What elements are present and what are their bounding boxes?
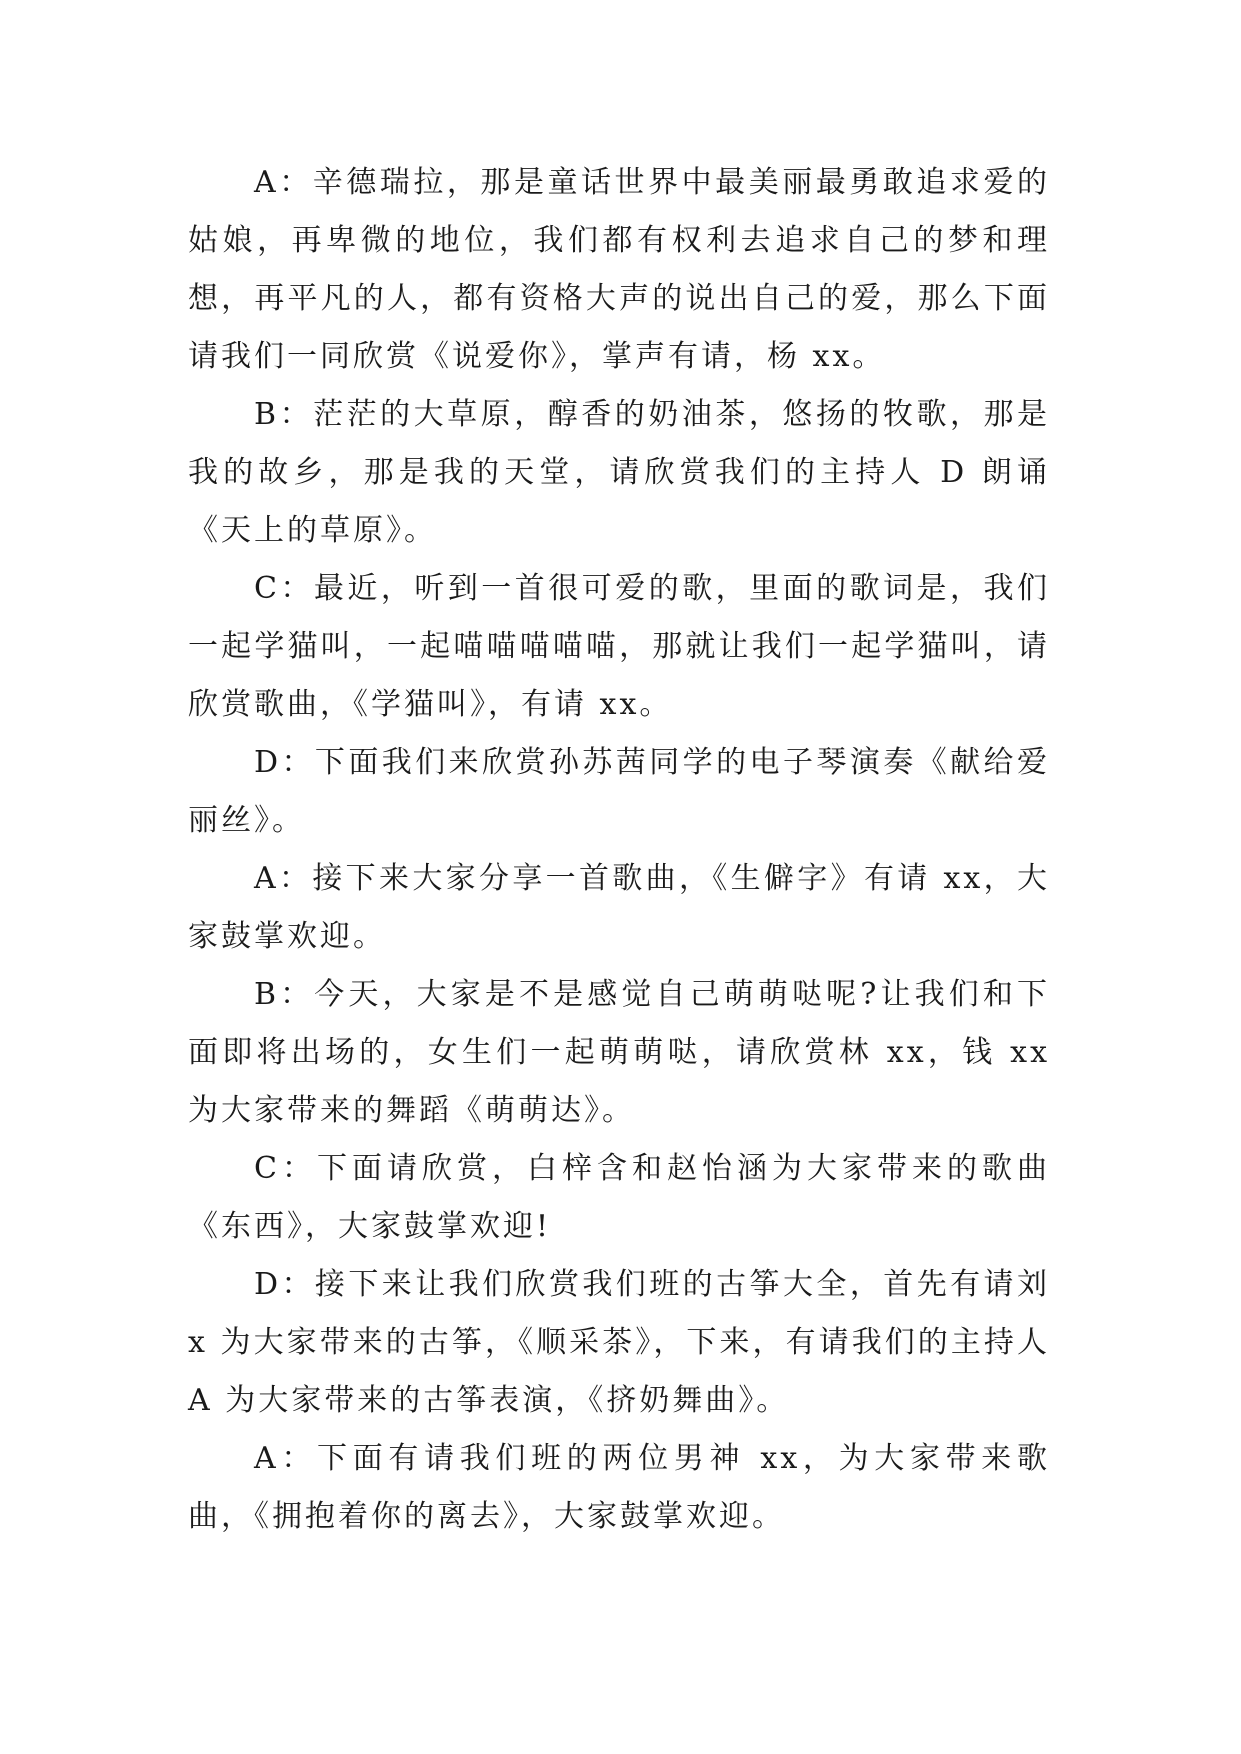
paragraph-a-closing-song: A：下面有请我们班的两位男神 xx，为大家带来歌曲，《拥抱着你的离去》，大家鼓掌欢迎。 [188, 1441, 1050, 1534]
paragraph-b-dance: B：今天，大家是不是感觉自己萌萌哒呢?让我们和下面即将出场的，女生们一起萌萌哒，请欣赏林 xx，钱 xx 为大家带来的舞蹈《萌萌达》。 [188, 977, 1050, 1128]
paragraph-a-cinderella: A：辛德瑞拉，那是童话世界中最美丽最勇敢追求爱的姑娘，再卑微的地位，我们都有权利去追求自己的梦和理想，再平凡的人，都有资格大声的说出自己的爱，那么下面请我们一同欣赏《说爱你》，掌声有请，杨 xx。 [188, 165, 1050, 374]
document-body [188, 154, 1050, 1546]
paragraph-d-guzheng: D：接下来让我们欣赏我们班的古筝大全，首先有请刘 x 为大家带来的古筝，《顺采茶》，下来，有请我们的主持人 A 为大家带来的古筝表演，《挤奶舞曲》。 [188, 1267, 1050, 1418]
paragraph-d-piano: D：下面我们来欣赏孙苏茜同学的电子琴演奏《献给爱丽丝》。 [188, 745, 1050, 838]
paragraph-c-cat-song: C：最近，听到一首很可爱的歌，里面的歌词是，我们一起学猫叫，一起喵喵喵喵喵，那就让我们一起学猫叫，请欣赏歌曲，《学猫叫》，有请 xx。 [188, 571, 1050, 722]
paragraph-a-song: A：接下来大家分享一首歌曲，《生僻字》有请 xx，大家鼓掌欢迎。 [188, 861, 1050, 954]
paragraph-c-song: C：下面请欣赏，白梓含和赵怡涵为大家带来的歌曲《东西》，大家鼓掌欢迎! [188, 1151, 1050, 1244]
paragraph-b-grassland: B：茫茫的大草原，醇香的奶油茶，悠扬的牧歌，那是我的故乡，那是我的天堂，请欣赏我们的主持人 D 朗诵《天上的草原》。 [188, 397, 1050, 548]
